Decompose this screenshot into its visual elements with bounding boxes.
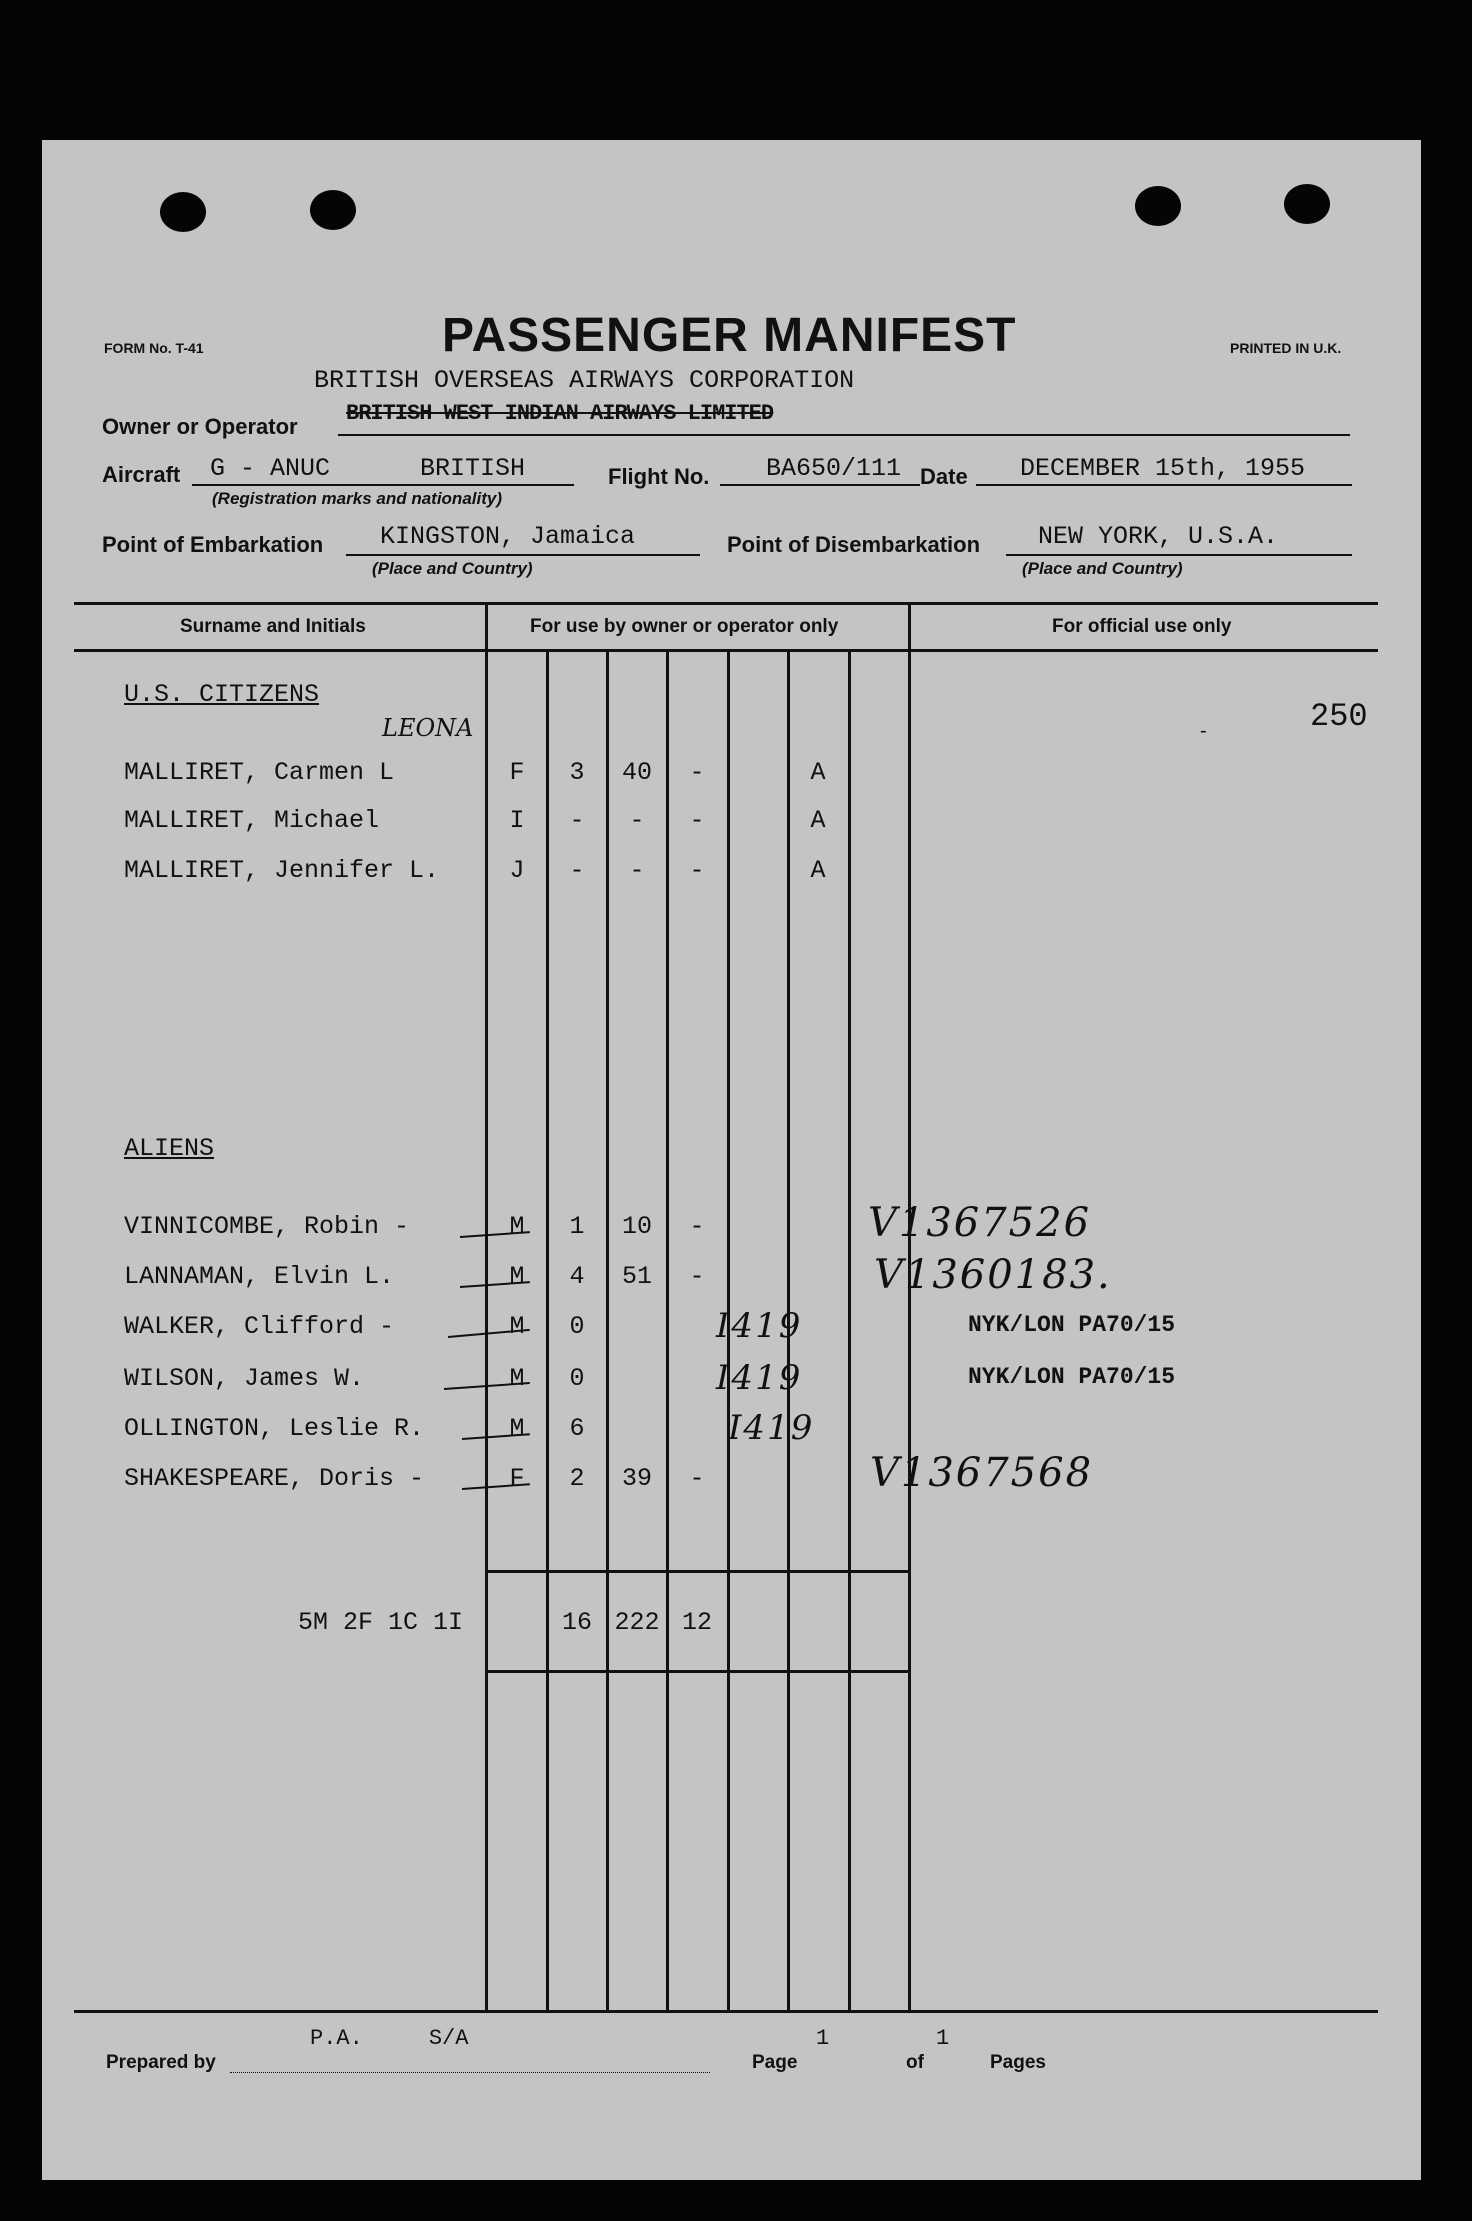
prepared-by-label: Prepared by	[106, 2052, 216, 2073]
official-route: NYK/LON PA70/15	[968, 1312, 1176, 1338]
col-surname-header: Surname and Initials	[180, 616, 366, 637]
aircraft-value: G - ANUC BRITISH	[210, 454, 526, 483]
cell-value: -	[569, 856, 585, 885]
cell-sex: M	[509, 1414, 525, 1443]
page-value: 1	[816, 2026, 830, 2051]
embark-label: Point of Embarkation	[102, 532, 324, 557]
flight-label: Flight No.	[608, 464, 710, 489]
table-header-rule	[74, 649, 1378, 652]
totals-value: 222	[614, 1608, 660, 1637]
cell-sex: F	[509, 1464, 525, 1493]
cell-value: 39	[621, 1464, 652, 1493]
date-label: Date	[920, 464, 968, 489]
table-bottom-rule	[74, 2010, 1378, 2013]
cell-value: 1	[569, 1212, 585, 1241]
totals-top-rule	[485, 1570, 909, 1573]
cell-value: 3	[569, 758, 585, 787]
aircraft-underline	[192, 484, 574, 486]
cell-sex: M	[509, 1212, 525, 1241]
cell-value: 2	[569, 1464, 585, 1493]
passenger-name: OLLINGTON, Leslie R.	[124, 1414, 425, 1443]
visa-number: V1367526	[868, 1200, 1092, 1246]
punch-hole	[310, 190, 356, 230]
flight-value: BA650/111	[766, 454, 902, 483]
cell-value: 0	[569, 1364, 585, 1393]
passenger-name: WALKER, Clifford -	[124, 1312, 395, 1341]
section-us-citizens: U.S. CITIZENS	[124, 680, 320, 709]
passenger-name: MALLIRET, Jennifer L.	[124, 856, 440, 885]
cell-value: -	[629, 856, 645, 885]
cell-value: 40	[621, 758, 652, 787]
cell-status: A	[810, 856, 826, 885]
flight-underline	[720, 484, 920, 486]
disembark-value: NEW YORK, U.S.A.	[1038, 522, 1279, 551]
official-dash: -	[1200, 720, 1207, 742]
passenger-name: MALLIRET, Michael	[124, 806, 380, 835]
cell-value: -	[689, 1212, 705, 1241]
cell-value: 6	[569, 1414, 585, 1443]
totals-label: 5M 2F 1C 1I	[298, 1608, 464, 1637]
passenger-name: SHAKESPEARE, Doris -	[124, 1464, 425, 1493]
punch-hole	[160, 192, 206, 232]
embark-underline	[346, 554, 700, 556]
owner-underline	[338, 434, 1350, 436]
prepared-by-underline	[230, 2072, 710, 2074]
cell-sex: M	[509, 1262, 525, 1291]
passenger-name: MALLIRET, Carmen L	[124, 758, 395, 787]
manifest-sheet	[42, 140, 1421, 2180]
disembark-underline	[1006, 554, 1352, 556]
cell-value: -	[689, 758, 705, 787]
aircraft-caption: (Registration marks and nationality)	[212, 489, 502, 508]
cell-sex: F	[509, 758, 525, 787]
cell-sex: I	[509, 806, 525, 835]
page-label: Page	[752, 2052, 798, 2073]
form-number: FORM No. T-41	[104, 340, 204, 356]
cell-value: -	[689, 1262, 705, 1291]
cell-value: -	[689, 1464, 705, 1493]
column-divider	[848, 652, 851, 2012]
of-label: of	[906, 2052, 924, 2073]
table-top-rule	[74, 602, 1378, 605]
cell-value: -	[569, 806, 585, 835]
prepared-by-value: P.A. S/A	[310, 2026, 469, 2051]
col-owner-header: For use by owner or operator only	[530, 616, 839, 637]
col-official-header: For official use only	[1052, 616, 1232, 637]
cell-sex: M	[509, 1312, 525, 1341]
passenger-name: WILSON, James W.	[124, 1364, 365, 1393]
corporation-name: BRITISH OVERSEAS AIRWAYS CORPORATION	[314, 366, 855, 395]
section-aliens: ALIENS	[124, 1134, 215, 1163]
of-value: 1	[936, 2026, 950, 2051]
cell-value: 10	[621, 1212, 652, 1241]
cell-value: 51	[621, 1262, 652, 1291]
disembark-caption: (Place and Country)	[1022, 559, 1183, 578]
cell-value: -	[689, 856, 705, 885]
visa-number: V1360183.	[874, 1252, 1112, 1298]
owner-struck-value: BRITISH WEST INDIAN AIRWAYS LIMITED	[346, 401, 774, 426]
handwritten-code: I419	[728, 1408, 815, 1448]
visa-number: V1367568	[870, 1450, 1094, 1496]
column-divider	[908, 604, 911, 2012]
punch-hole	[1284, 184, 1330, 224]
embark-value: KINGSTON, Jamaica	[380, 522, 636, 551]
pages-label: Pages	[990, 2052, 1046, 2073]
cell-value: -	[629, 806, 645, 835]
passenger-name: LANNAMAN, Elvin L.	[124, 1262, 395, 1291]
official-route: NYK/LON PA70/15	[968, 1364, 1176, 1390]
handwritten-code: I419	[716, 1306, 803, 1346]
date-underline	[976, 484, 1352, 486]
cell-sex: M	[509, 1364, 525, 1393]
totals-value: 12	[681, 1608, 712, 1637]
cell-sex: J	[509, 856, 525, 885]
aircraft-label: Aircraft	[102, 462, 181, 487]
cell-value: -	[689, 806, 705, 835]
owner-label: Owner or Operator	[102, 414, 298, 439]
passenger-name: VINNICOMBE, Robin -	[124, 1212, 410, 1241]
official-number: 250	[1310, 698, 1368, 735]
punch-hole	[1135, 186, 1181, 226]
embark-caption: (Place and Country)	[372, 559, 533, 578]
totals-bottom-rule	[485, 1670, 909, 1673]
totals-value: 16	[561, 1608, 592, 1637]
disembark-label: Point of Disembarkation	[727, 532, 981, 557]
cell-status: A	[810, 758, 826, 787]
handwritten-note: LEONA	[382, 714, 474, 742]
handwritten-code: I419	[716, 1358, 803, 1398]
date-value: DECEMBER 15th, 1955	[1020, 454, 1306, 483]
page-title: PASSENGER MANIFEST	[442, 309, 1017, 362]
printed-in: PRINTED IN U.K.	[1230, 340, 1342, 356]
cell-value: 4	[569, 1262, 585, 1291]
cell-value: 0	[569, 1312, 585, 1341]
cell-status: A	[810, 806, 826, 835]
